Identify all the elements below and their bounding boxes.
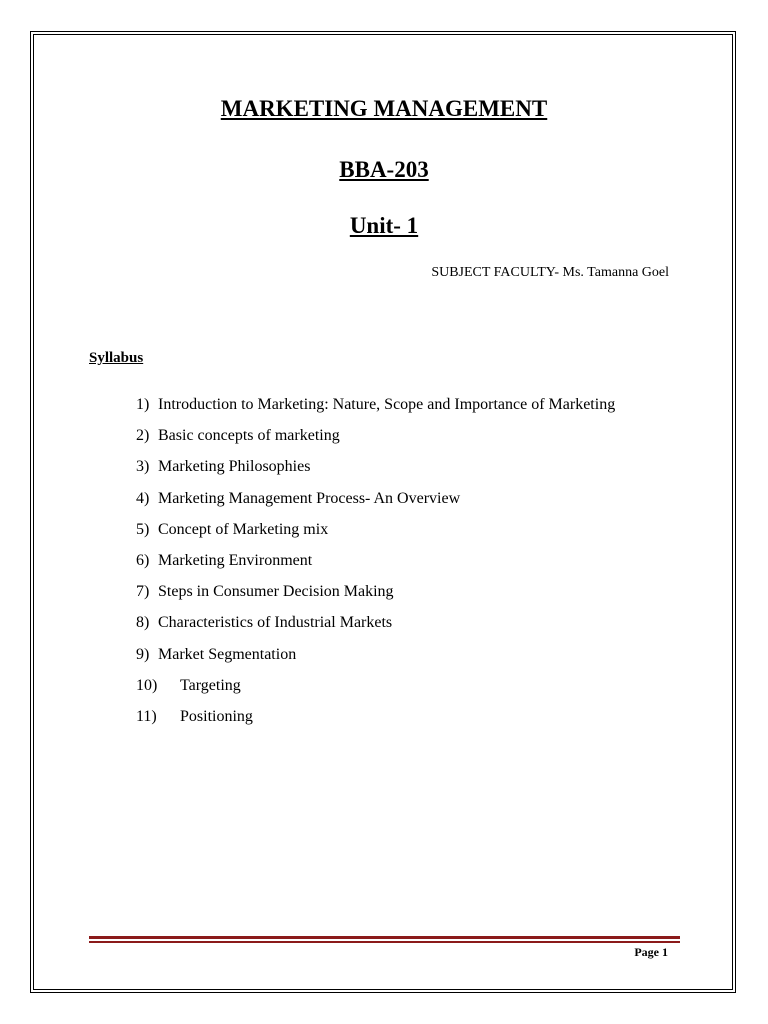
item-text: Marketing Management Process- An Overview <box>158 489 461 507</box>
subject-faculty: SUBJECT FACULTY- Ms. Tamanna Goel <box>431 265 669 280</box>
item-number: 7) <box>136 583 150 601</box>
list-item <box>136 396 615 427</box>
list-item <box>136 677 615 708</box>
item-text: Marketing Environment <box>158 551 313 569</box>
item-text: Characteristics of Industrial Markets <box>158 614 393 632</box>
list-item <box>136 583 615 614</box>
item-text: Basic concepts of marketing <box>158 427 340 445</box>
item-number: 11) <box>136 707 157 725</box>
item-text: Positioning <box>180 707 253 725</box>
item-number: 8) <box>136 614 150 632</box>
unit-title: Unit- 1 <box>349 213 419 238</box>
item-number: 3) <box>136 458 150 476</box>
course-code: BBA-203 <box>339 157 429 182</box>
list-item <box>136 552 615 583</box>
document-title: MARKETING MANAGEMENT <box>220 96 548 121</box>
item-text: Steps in Consumer Decision Making <box>158 583 394 601</box>
footer-rule-thin <box>89 941 680 943</box>
syllabus-heading: Syllabus <box>89 350 144 366</box>
syllabus-list <box>136 396 615 739</box>
list-item <box>136 458 615 489</box>
item-number: 1) <box>136 396 150 413</box>
footer-rule <box>89 936 680 939</box>
item-text: Targeting <box>180 676 241 694</box>
item-text: Introduction to Marketing: Nature, Scope and Importance of Marketing <box>158 396 616 413</box>
list-item <box>136 646 615 677</box>
page-number: Page 1 <box>634 945 668 959</box>
list-item <box>136 614 615 645</box>
item-text: Marketing Philosophies <box>158 458 311 476</box>
list-item <box>136 427 615 458</box>
item-number: 5) <box>136 520 150 538</box>
list-item <box>136 521 615 552</box>
item-number: 10) <box>136 676 158 694</box>
item-text: Market Segmentation <box>158 645 297 663</box>
item-number: 4) <box>136 489 150 507</box>
item-number: 6) <box>136 551 150 569</box>
item-number: 2) <box>136 427 150 445</box>
list-item <box>136 708 615 739</box>
item-number: 9) <box>136 645 150 663</box>
item-text: Concept of Marketing mix <box>158 520 329 538</box>
list-item <box>136 490 615 521</box>
